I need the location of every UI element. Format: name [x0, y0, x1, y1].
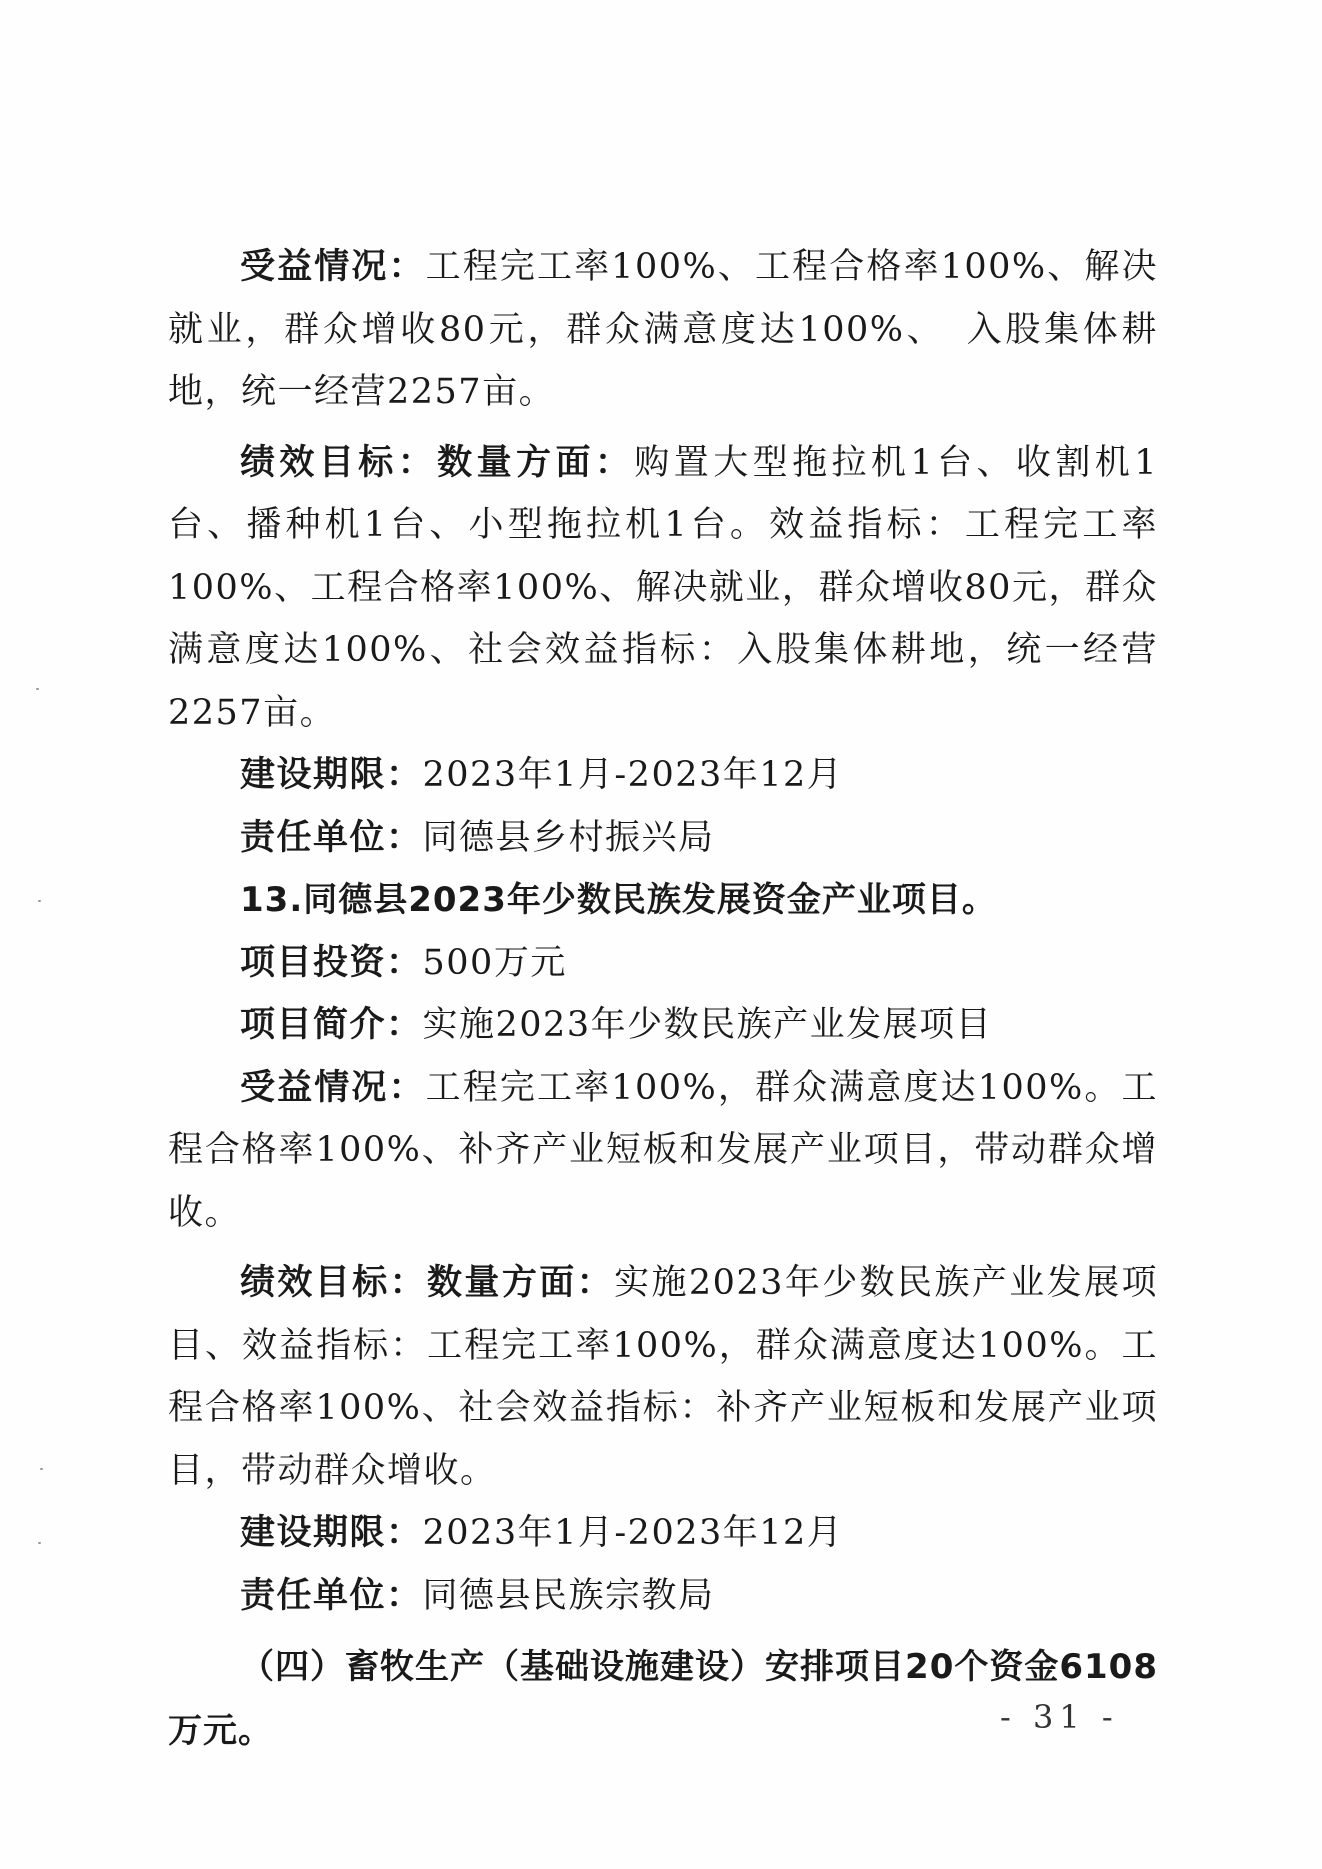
section-4-heading: （四）畜牧生产（基础设施建设）安排项目20个资金6108万元。	[168, 1647, 1158, 1751]
quantity-label: 数量方面：	[427, 1263, 615, 1303]
benefit-label: 受益情况：	[240, 247, 426, 287]
quantity-label: 数量方面：	[437, 442, 635, 483]
investment-text: 500万元	[422, 942, 567, 983]
investment-label: 项目投资：	[240, 942, 423, 983]
unit-label: 责任单位：	[240, 1575, 423, 1616]
period-paragraph-2	[168, 1502, 1158, 1565]
scan-speck	[38, 1542, 41, 1544]
unit-label: 责任单位：	[240, 817, 423, 858]
period-label: 建设期限：	[240, 1513, 423, 1553]
performance-text: 购置大型拖拉机1台、收割机1台、播种机1台、小型拖拉机1台。效益指标：工程完工率100%、工程合格率100%、解决就业，群众增收80元，群众满意度达100%、社会效益指标：入股集体耕地，统一经营2257亩。	[168, 442, 1158, 733]
period-text: 2023年1月-2023年12月	[422, 1513, 844, 1553]
benefit-text: 工程完工率100%，群众满意度达100%。工程合格率100%、补齐产业短板和发展产业项目，带动群众增收。	[168, 1067, 1158, 1233]
unit-paragraph-2	[168, 1565, 1158, 1628]
intro-label: 项目简介：	[240, 1005, 423, 1045]
unit-paragraph-1	[168, 807, 1158, 870]
benefit-paragraph-2	[168, 1057, 1158, 1245]
performance-paragraph-2	[168, 1252, 1158, 1502]
project-13-heading: 13.同德县2023年少数民族发展资金产业项目。	[240, 880, 997, 920]
period-label: 建设期限：	[240, 755, 423, 795]
scan-speck	[36, 688, 39, 690]
unit-text: 同德县乡村振兴局	[422, 817, 715, 858]
performance-text: 实施2023年少数民族产业发展项目、效益指标：工程完工率100%，群众满意度达100%。工程合格率100%、社会效益指标：补齐产业短板和发展产业项目，带动群众增收。	[168, 1263, 1158, 1491]
benefit-text: 工程完工率100%、工程合格率100%、解决就业，群众增收80元，群众满意度达100%、 入股集体耕地，统一经营2257亩。	[168, 247, 1158, 412]
intro-text: 实施2023年少数民族产业发展项目	[422, 1005, 993, 1045]
page-number: - 31 -	[1000, 1698, 1119, 1736]
scan-speck	[38, 900, 41, 902]
unit-text: 同德县民族宗教局	[422, 1575, 715, 1616]
intro-paragraph	[168, 994, 1158, 1057]
performance-label: 绩效目标：	[240, 1263, 428, 1303]
scan-speck	[40, 1468, 43, 1470]
document-body	[168, 236, 1158, 1763]
benefit-label: 受益情况：	[240, 1067, 426, 1108]
benefit-paragraph-1	[168, 236, 1158, 424]
period-paragraph-1	[168, 744, 1158, 807]
performance-paragraph-1	[168, 432, 1158, 745]
performance-label: 绩效目标：	[240, 442, 438, 483]
investment-paragraph	[168, 932, 1158, 995]
period-text: 2023年1月-2023年12月	[422, 755, 844, 795]
